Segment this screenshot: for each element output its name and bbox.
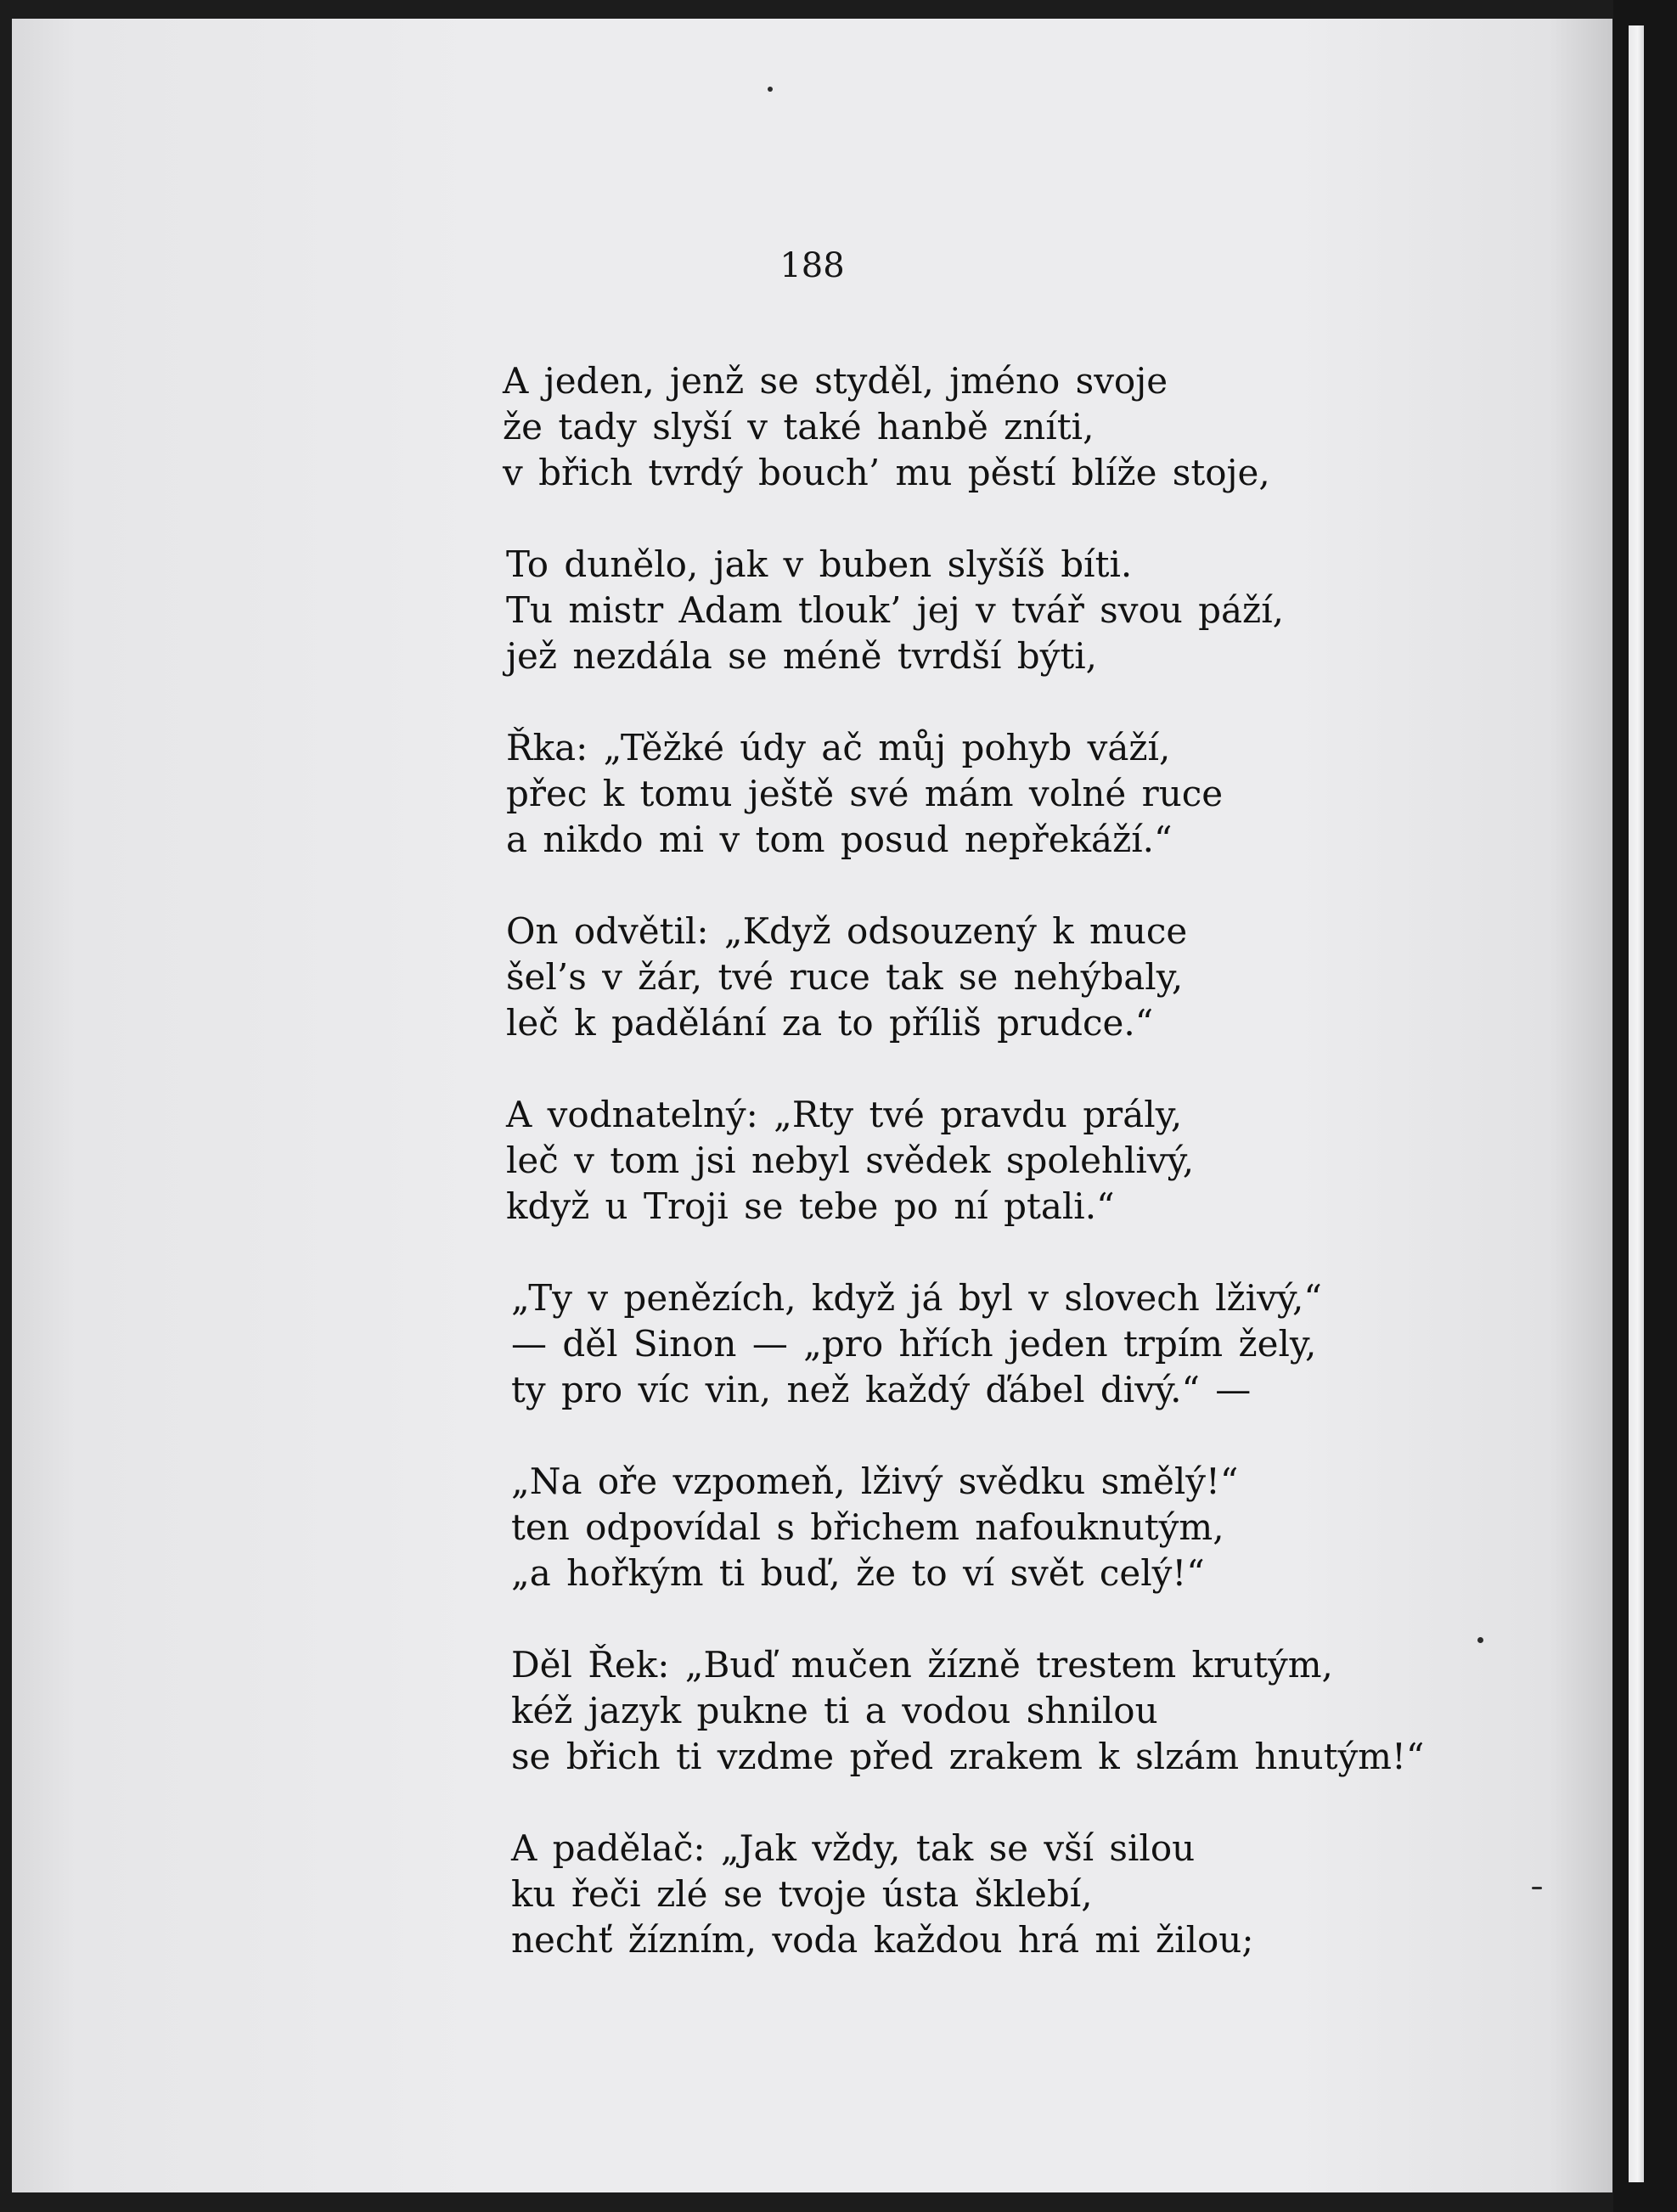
stanza [503, 1826, 1522, 1963]
verse-line: šel’s v žár, tvé ruce tak se nehýbaly, [506, 956, 1184, 998]
verse-line: — děl Sinon — „pro hřích jeden trpím žely, [511, 1323, 1317, 1365]
paper-speck [1477, 1637, 1483, 1643]
stanza [503, 1092, 1522, 1230]
verse-line: A padělač: „Jak vždy, tak se vší silou [511, 1827, 1196, 1869]
verse-line: nechť žízním, voda každou hrá mi žilou; [511, 1919, 1254, 1961]
verse-line: „a hořkým ti buď, že to ví svět celý!“ [511, 1552, 1205, 1594]
stanza [503, 1459, 1522, 1596]
verse-line: kéž jazyk pukne ti a vodou shnilou [511, 1690, 1158, 1731]
verse-line: Tu mistr Adam tlouk’ jej v tvář svou páží, [506, 589, 1284, 631]
verse-line: A vodnatelný: „Rty tvé pravdu prály, [506, 1094, 1183, 1135]
stanza [503, 909, 1522, 1046]
book-page [12, 19, 1612, 2192]
verse-line: „Ty v penězích, když já byl v slovech lživý,“ [511, 1277, 1322, 1319]
verse-line: přec k tomu ještě své mám volné ruce [506, 773, 1224, 814]
stanza [503, 542, 1522, 679]
verse-line: ku řeči zlé se tvoje ústa šklebí, [511, 1873, 1093, 1915]
verse-line: ten odpovídal s břichem nafouknutým, [511, 1506, 1224, 1548]
verse-line: leč v tom jsi nebyl svědek spolehlivý, [506, 1140, 1195, 1181]
paper-speck [768, 87, 773, 92]
verse-line: On odvětil: „Když odsouzený k muce [506, 910, 1188, 952]
verse-line: a nikdo mi v tom posud nepřekáží.“ [506, 819, 1173, 860]
stanza [503, 725, 1522, 863]
verse-line: „Na oře vzpomeň, lživý svědku smělý!“ [511, 1461, 1239, 1502]
verse-line: A jeden, jenž se styděl, jméno svoje [503, 360, 1168, 402]
stanza [503, 358, 1522, 496]
verse-line: v břich tvrdý bouch’ mu pěstí blíže stoje, [503, 452, 1270, 493]
verse-line: ty pro víc vin, než každý ďábel divý.“ — [511, 1369, 1252, 1410]
verse-line: Řka: „Těžké údy ač můj pohyb váží, [506, 727, 1171, 768]
verse-line: Děl Řek: „Buď mučen žízně trestem krutým, [511, 1644, 1333, 1686]
stanza [503, 1642, 1522, 1780]
stanza [503, 1275, 1522, 1413]
verse-line: leč k padělání za to příliš prudce.“ [506, 1002, 1154, 1044]
verse-line: jež nezdála se méně tvrdší býti, [506, 635, 1098, 677]
verse-line: že tady slyší v také hanbě zníti, [503, 406, 1095, 447]
verse-line: se břich ti vzdme před zrakem k slzám hnutým!“ [511, 1736, 1425, 1777]
verse-line: To dunělo, jak v buben slyšíš bíti. [506, 543, 1133, 585]
poem-text [503, 358, 1522, 2009]
page-number: 188 [779, 246, 845, 285]
next-page-edge [1629, 25, 1644, 2182]
paper-speck [1532, 1887, 1542, 1889]
verse-line: když u Troji se tebe po ní ptali.“ [506, 1185, 1115, 1227]
page-binding-edge [1613, 0, 1677, 2212]
